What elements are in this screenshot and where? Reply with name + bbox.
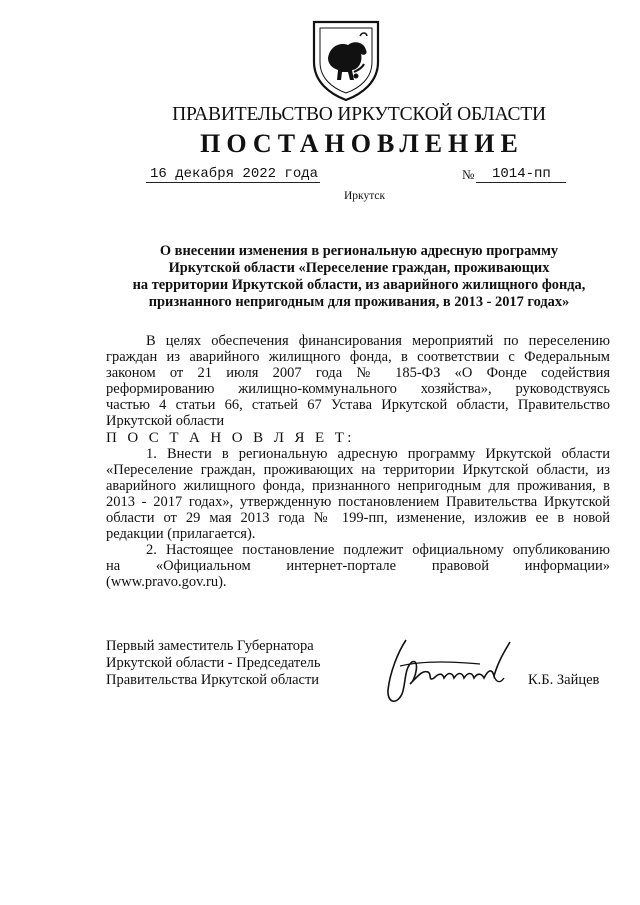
coat-of-arms-icon — [306, 18, 386, 102]
subject-line: признанного непригодным для проживания, в 2013 - 2017 годах» — [148, 294, 570, 310]
item2-line: на «Официальном интернет-портале правовой информации» — [106, 558, 610, 575]
signer-position-line: Иркутской области - Председатель — [106, 655, 321, 671]
subject-line: Иркутской области «Переселение граждан, проживающих — [168, 260, 550, 276]
document-subject — [106, 243, 612, 311]
signer-position-line: Правительства Иркутской области — [106, 672, 320, 688]
item1-line: 2013 - 2017 годах», утвержденную постановлением Правительства Иркутской — [106, 493, 610, 510]
signer-position — [106, 638, 321, 689]
item1-line: аварийного жилищного фонда, признанного непригодным для проживания, в — [106, 477, 610, 494]
subject-line: О внесении изменения в региональную адресную программу — [159, 243, 559, 259]
document-number: 1014-пп — [476, 166, 566, 183]
city-name: Иркутск — [344, 190, 386, 202]
document-body — [106, 333, 610, 591]
item1-line: 1. Внести в региональную адресную программу Иркутской области — [146, 445, 610, 462]
resolves-heading: П О С Т А Н О В Л Я Е Т: — [106, 429, 355, 446]
item1-line: «Переселение граждан, проживающих на территории Иркутской области, из — [106, 461, 610, 478]
document-type: ПОСТАНОВЛЕНИЕ — [200, 129, 524, 158]
signer-name: К.Б. Зайцев — [528, 672, 600, 688]
item2-line: (www.pravo.gov.ru). — [106, 574, 227, 591]
preamble-line: законом от 21 июля 2007 года № 185-ФЗ «О Фонде содействия — [106, 365, 610, 382]
signer-position-line: Первый заместитель Губернатора — [106, 638, 314, 654]
government-name: ПРАВИТЕЛЬСТВО ИРКУТСКОЙ ОБЛАСТИ — [172, 104, 546, 125]
number-sign: № — [462, 167, 475, 182]
handwritten-signature — [376, 632, 526, 712]
item1-line: редакции (прилагается). — [106, 526, 256, 543]
preamble-line: Иркутской области — [106, 413, 225, 430]
preamble-line: В целях обеспечения финансирования мероприятий по переселению — [146, 333, 610, 349]
item2-line: 2. Настоящее постановление подлежит официальному опубликованию — [146, 542, 610, 559]
item1-line: области от 29 мая 2013 года № 199-пп, изменение, изложив ее в новой — [106, 510, 610, 527]
subject-line: на территории Иркутской области, из аварийного жилищного фонда, — [132, 277, 586, 293]
preamble-line: граждан из аварийного жилищного фонда, в соответствии с Федеральным — [106, 349, 610, 366]
preamble-line: частью 4 статьи 66, статьей 67 Устава Иркутской области, Правительство — [106, 397, 610, 414]
document-date: 16 декабря 2022 года — [146, 166, 320, 183]
preamble-line: реформированию жилищно-коммунального хозяйства», руководствуясь — [106, 381, 610, 398]
